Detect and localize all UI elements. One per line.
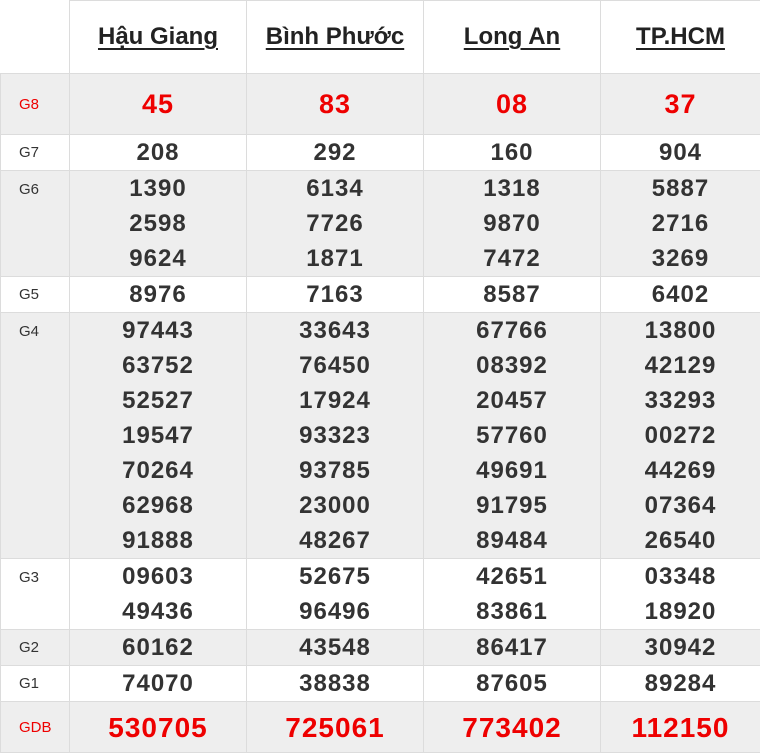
province-header-binh-phuoc[interactable]: [247, 1, 424, 74]
prize-cell: [601, 171, 760, 277]
prize-cell: [70, 135, 247, 171]
province-header-hau-giang[interactable]: [70, 1, 247, 74]
prize-number: 112150: [601, 710, 760, 745]
prize-row-g2: [1, 630, 760, 666]
prize-number: 1390: [70, 171, 246, 206]
prize-label: G7: [1, 135, 70, 171]
prize-cell: [424, 666, 601, 702]
header-blank-cell: [1, 1, 70, 74]
prize-number: 33293: [601, 383, 760, 418]
prize-cell: [424, 630, 601, 666]
prize-cell: [424, 559, 601, 630]
prize-number: 33643: [247, 313, 423, 348]
prize-label: G5: [1, 277, 70, 313]
prize-number: 13800: [601, 313, 760, 348]
province-header-tphcm[interactable]: [601, 1, 760, 74]
prize-number: 2598: [70, 206, 246, 241]
prize-number: 76450: [247, 348, 423, 383]
prize-cell: [70, 559, 247, 630]
prize-number: 49436: [70, 594, 246, 629]
prize-number: 87605: [424, 666, 600, 701]
prize-number: 93323: [247, 418, 423, 453]
prize-cell: [601, 313, 760, 559]
prize-cell: [247, 702, 424, 753]
prize-row-g1: [1, 666, 760, 702]
prize-row-gdb: [1, 702, 760, 753]
prize-label: G1: [1, 666, 70, 702]
prize-number: 30942: [601, 630, 760, 665]
prize-number: 904: [601, 135, 760, 170]
prize-cell: [70, 666, 247, 702]
prize-number: 8587: [424, 277, 600, 312]
prize-label: G2: [1, 630, 70, 666]
prize-number: 43548: [247, 630, 423, 665]
prize-table-body: [1, 74, 760, 753]
prize-number: 89484: [424, 523, 600, 558]
prize-row-g6: [1, 171, 760, 277]
prize-number: 67766: [424, 313, 600, 348]
prize-number: 20457: [424, 383, 600, 418]
prize-number: 6134: [247, 171, 423, 206]
prize-cell: [424, 135, 601, 171]
prize-number: 60162: [70, 630, 246, 665]
prize-number: 91795: [424, 488, 600, 523]
prize-number: 91888: [70, 523, 246, 558]
prize-cell: [70, 702, 247, 753]
prize-number: 8976: [70, 277, 246, 312]
province-link[interactable]: Hậu Giang: [98, 23, 218, 50]
prize-number: 96496: [247, 594, 423, 629]
prize-cell: [601, 702, 760, 753]
prize-number: 70264: [70, 453, 246, 488]
prize-cell: [70, 171, 247, 277]
prize-number: 49691: [424, 453, 600, 488]
prize-row-g4: [1, 313, 760, 559]
prize-number: 18920: [601, 594, 760, 629]
prize-row-g8: [1, 74, 760, 135]
prize-number: 83861: [424, 594, 600, 629]
prize-number: 38838: [247, 666, 423, 701]
prize-cell: [601, 666, 760, 702]
prize-cell: [424, 702, 601, 753]
prize-number: 37: [601, 87, 760, 122]
province-header-long-an[interactable]: [424, 1, 601, 74]
prize-number: 52527: [70, 383, 246, 418]
prize-cell: [601, 630, 760, 666]
prize-cell: [247, 313, 424, 559]
prize-cell: [424, 171, 601, 277]
prize-number: 26540: [601, 523, 760, 558]
prize-number: 42129: [601, 348, 760, 383]
prize-number: 62968: [70, 488, 246, 523]
prize-number: 1871: [247, 241, 423, 276]
prize-row-g3: [1, 559, 760, 630]
prize-number: 42651: [424, 559, 600, 594]
prize-number: 17924: [247, 383, 423, 418]
prize-number: 19547: [70, 418, 246, 453]
prize-number: 93785: [247, 453, 423, 488]
prize-number: 08: [424, 87, 600, 122]
prize-number: 03348: [601, 559, 760, 594]
prize-number: 97443: [70, 313, 246, 348]
prize-label: GDB: [1, 702, 70, 753]
province-link[interactable]: Long An: [464, 23, 560, 50]
prize-number: 00272: [601, 418, 760, 453]
prize-number: 52675: [247, 559, 423, 594]
prize-number: 45: [70, 87, 246, 122]
prize-cell: [247, 277, 424, 313]
prize-row-g5: [1, 277, 760, 313]
prize-number: 09603: [70, 559, 246, 594]
prize-number: 9624: [70, 241, 246, 276]
prize-cell: [70, 630, 247, 666]
prize-cell: [601, 277, 760, 313]
prize-number: 160: [424, 135, 600, 170]
prize-cell: [247, 74, 424, 135]
prize-cell: [601, 74, 760, 135]
prize-number: 57760: [424, 418, 600, 453]
prize-number: 5887: [601, 171, 760, 206]
prize-cell: [424, 277, 601, 313]
prize-number: 83: [247, 87, 423, 122]
prize-number: 48267: [247, 523, 423, 558]
prize-cell: [70, 313, 247, 559]
prize-label: G3: [1, 559, 70, 630]
prize-number: 07364: [601, 488, 760, 523]
prize-number: 63752: [70, 348, 246, 383]
prize-label: G8: [1, 74, 70, 135]
prize-cell: [70, 74, 247, 135]
prize-number: 9870: [424, 206, 600, 241]
province-link[interactable]: Bình Phước: [266, 23, 404, 50]
prize-number: 7472: [424, 241, 600, 276]
prize-number: 7163: [247, 277, 423, 312]
prize-cell: [247, 630, 424, 666]
prize-cell: [601, 559, 760, 630]
prize-number: 08392: [424, 348, 600, 383]
prize-cell: [601, 135, 760, 171]
prize-number: 74070: [70, 666, 246, 701]
province-link[interactable]: TP.HCM: [636, 23, 725, 50]
prize-cell: [247, 666, 424, 702]
prize-label: G6: [1, 171, 70, 277]
prize-cell: [70, 277, 247, 313]
prize-number: 23000: [247, 488, 423, 523]
province-header-row: [1, 1, 760, 74]
prize-number: 2716: [601, 206, 760, 241]
prize-number: 44269: [601, 453, 760, 488]
prize-cell: [424, 74, 601, 135]
prize-label: G4: [1, 313, 70, 559]
prize-cell: [247, 171, 424, 277]
prize-number: 725061: [247, 710, 423, 745]
prize-cell: [247, 135, 424, 171]
prize-number: 292: [247, 135, 423, 170]
prize-cell: [247, 559, 424, 630]
prize-number: 89284: [601, 666, 760, 701]
prize-number: 6402: [601, 277, 760, 312]
prize-number: 208: [70, 135, 246, 170]
prize-row-g7: [1, 135, 760, 171]
prize-number: 3269: [601, 241, 760, 276]
prize-number: 773402: [424, 710, 600, 745]
prize-number: 7726: [247, 206, 423, 241]
prize-number: 86417: [424, 630, 600, 665]
prize-cell: [424, 313, 601, 559]
prize-number: 1318: [424, 171, 600, 206]
prize-number: 530705: [70, 710, 246, 745]
